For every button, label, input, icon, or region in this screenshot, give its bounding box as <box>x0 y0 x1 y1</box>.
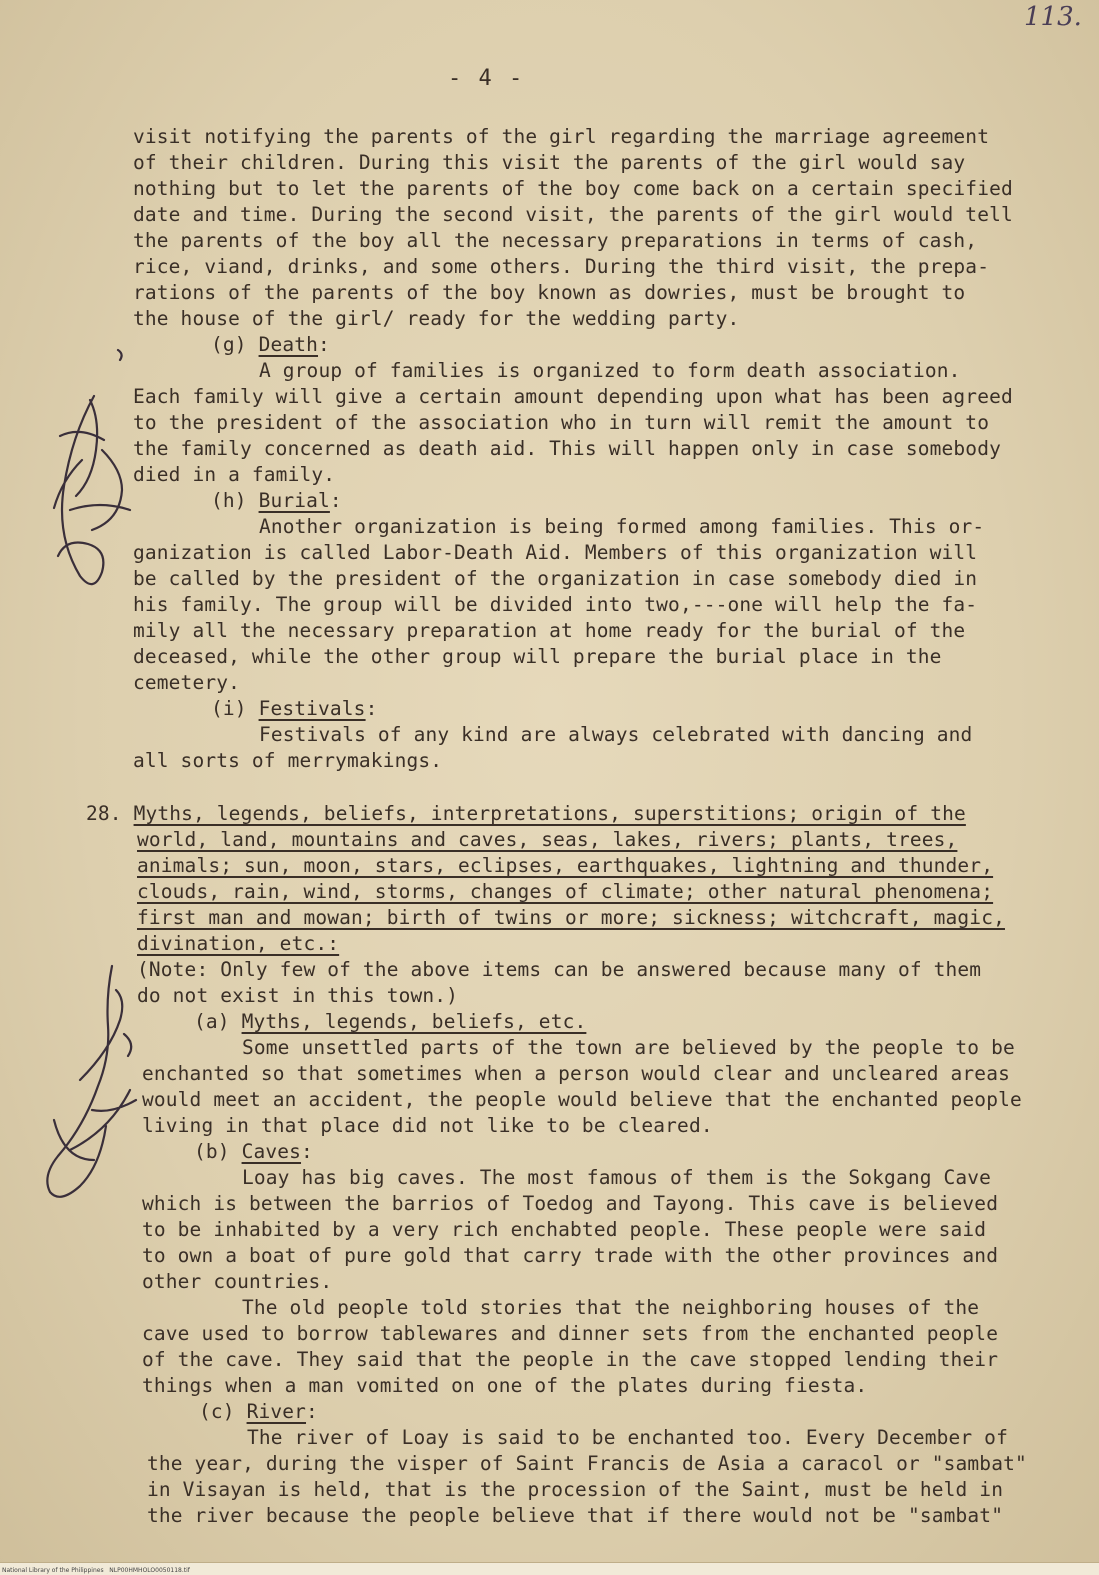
text-line: deceased, while the other group will prepare the burial place in the <box>133 645 942 668</box>
text-line: to be inhabited by a very rich enchabted people. These people were said <box>142 1218 987 1241</box>
text-line: enchanted so that sometimes when a person would clear and uncleared areas <box>142 1062 1010 1085</box>
text-line: 28. Myths, legends, beliefs, interpretations, superstitions; origin of the <box>86 802 966 825</box>
text-line: his family. The group will be divided into two,---one will help the fa- <box>133 593 978 616</box>
text-line: clouds, rain, wind, storms, changes of climate; other natural phenomena; <box>137 880 994 903</box>
footer-caption: National Library of the Philippines NLP00HMHOLO0050118.tif <box>2 1567 190 1574</box>
text-line: to own a boat of pure gold that carry trade with the other provinces and <box>142 1244 999 1267</box>
text-line: be called by the president of the organization in case somebody died in <box>133 567 978 590</box>
text-line: the parents of the boy all the necessary preparations in terms of cash, <box>133 229 978 252</box>
text-line: of their children. During this visit the parents of the girl would say <box>133 151 966 174</box>
text-line: (c) River: <box>199 1400 318 1423</box>
text-line: died in a family. <box>133 463 336 486</box>
text-line: (Note: Only few of the above items can be answered because many of them <box>137 958 982 981</box>
text-line: in Visayan is held, that is the procession of the Saint, must be held in <box>147 1478 1004 1501</box>
text-line: first man and mowan; birth of twins or more; sickness; witchcraft, magic, <box>137 906 1005 929</box>
text-line: living in that place did not like to be cleared. <box>142 1114 713 1137</box>
text-line: The river of Loay is said to be enchanted too. Every December of <box>247 1426 1008 1449</box>
text-line: visit notifying the parents of the girl regarding the marriage agreement <box>133 125 990 148</box>
text-line: ganization is called Labor-Death Aid. Members of this organization will <box>133 541 978 564</box>
text-line: would meet an accident, the people would believe that the enchanted people <box>142 1088 1022 1111</box>
text-line: nothing but to let the parents of the boy come back on a certain specified <box>133 177 1013 200</box>
text-line: divination, etc.: <box>137 932 340 955</box>
text-line: The old people told stories that the neighboring houses of the <box>242 1296 980 1319</box>
text-line: to the president of the association who in turn will remit the amount to <box>133 411 990 434</box>
text-line: things when a man vomited on one of the plates during fiesta. <box>142 1374 868 1397</box>
text-line: cave used to borrow tablewares and dinner sets from the enchanted people <box>142 1322 999 1345</box>
text-line: animals; sun, moon, stars, eclipses, earthquakes, lightning and thunder, <box>137 854 994 877</box>
text-line: the house of the girl/ ready for the wedding party. <box>133 307 740 330</box>
text-line: rations of the parents of the boy known as dowries, must be brought to <box>133 281 966 304</box>
text-line: A group of families is organized to form death association. <box>259 359 961 382</box>
text-line: the river because the people believe that if there would not be "sambat" <box>147 1504 1004 1527</box>
text-line: which is between the barrios of Toedog and Tayong. This cave is believed <box>142 1192 999 1215</box>
text-line: Festivals of any kind are always celebrated with dancing and <box>259 723 973 746</box>
text-line: all sorts of merrymakings. <box>133 749 443 772</box>
text-line: (g) Death: <box>211 333 330 356</box>
text-line: (h) Burial: <box>211 489 342 512</box>
text-line: the family concerned as death aid. This will happen only in case somebody <box>133 437 1001 460</box>
text-line: (a) Myths, legends, beliefs, etc. <box>194 1010 587 1033</box>
text-line: do not exist in this town.) <box>137 984 459 1007</box>
text-line: Each family will give a certain amount depending upon what has been agreed <box>133 385 1013 408</box>
text-line: Loay has big caves. The most famous of them is the Sokgang Cave <box>242 1166 992 1189</box>
text-line: world, land, mountains and caves, seas, lakes, rivers; plants, trees, <box>137 828 958 851</box>
handwritten-signature-upper <box>30 340 140 620</box>
text-line: of the cave. They said that the people in the cave stopped lending their <box>142 1348 999 1371</box>
text-line: Another organization is being formed among families. This or- <box>259 515 985 538</box>
text-line: Some unsettled parts of the town are believed by the people to be <box>242 1036 1015 1059</box>
page-heading: - 4 - <box>448 66 525 91</box>
text-line: other countries. <box>142 1270 333 1293</box>
text-line: (b) Caves: <box>194 1140 313 1163</box>
text-line: mily all the necessary preparation at home ready for the burial of the <box>133 619 966 642</box>
text-line: date and time. During the second visit, the parents of the girl would tell <box>133 203 1013 226</box>
text-line: (i) Festivals: <box>211 697 378 720</box>
page-number-stamp: 113. <box>1024 2 1082 32</box>
text-line: the year, during the visper of Saint Francis de Asia a caracol or "sambat" <box>147 1452 1027 1475</box>
text-line: cemetery. <box>133 671 241 694</box>
footer-strip <box>0 1562 1099 1575</box>
handwritten-signature-lower <box>40 960 150 1210</box>
text-line: rice, viand, drinks, and some others. During the third visit, the prepa- <box>133 255 990 278</box>
